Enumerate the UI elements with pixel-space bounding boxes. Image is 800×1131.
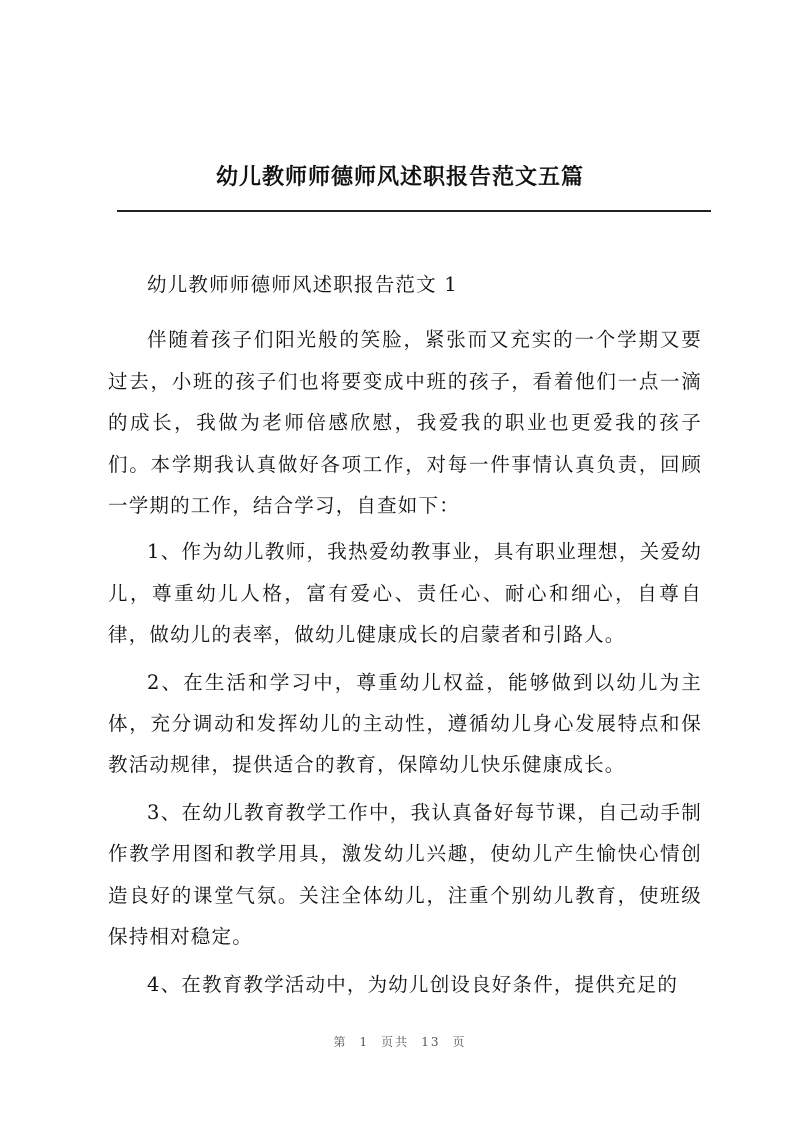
- document-body: [108, 264, 702, 1011]
- paragraph-intro: 伴随着孩子们阳光般的笑脸，紧张而又充实的一个学期又要过去，小班的孩子们也将要变成中班的孩子，看着他们一点一滴的成长，我做为老师倍感欣慰，我爱我的职业也更爱我的孩子们。本学期我认真做好各项工作，对每一件事情认真负责，回顾一学期的工作，结合学习，自查如下：: [108, 328, 702, 518]
- paragraph-item-3: 3、在幼儿教育教学工作中，我认真备好每节课，自己动手制作教学用图和教学用具，激发幼儿兴趣，使幼儿产生愉快心情创造良好的课堂气氛。关注全体幼儿，注重个别幼儿教育，使班级保持相对稳定。: [108, 800, 702, 949]
- footer-suffix: 页: [452, 1035, 467, 1049]
- paragraph-item-2: 2、在生活和学习中，尊重幼儿权益，能够做到以幼儿为主体，充分调动和发挥幼儿的主动性，遵循幼儿身心发展特点和保教活动规律，提供适合的教育，保障幼儿快乐健康成长。: [108, 670, 702, 777]
- footer-prefix: 第: [333, 1035, 348, 1049]
- footer-middle: 页共: [381, 1035, 410, 1049]
- footer-current-page: 1: [359, 1035, 370, 1049]
- paragraph-item-4: 4、在教育教学活动中，为幼儿创设良好条件，提供充足的: [147, 972, 679, 996]
- paragraph-item-1: 1、作为幼儿教师，我热爱幼教事业，具有职业理想，关爱幼儿，尊重幼儿人格，富有爱心、责任心、耐心和细心，自尊自律，做幼儿的表率，做幼儿健康成长的启蒙者和引路人。: [108, 540, 702, 647]
- page-title: 幼儿教师师德师风述职报告范文五篇: [215, 165, 584, 190]
- page-footer: [0, 1033, 800, 1050]
- section-heading: 幼儿教师师德师风述职报告范文 1: [147, 273, 458, 296]
- footer-total-pages: 13: [421, 1035, 441, 1049]
- title-divider: [117, 210, 711, 212]
